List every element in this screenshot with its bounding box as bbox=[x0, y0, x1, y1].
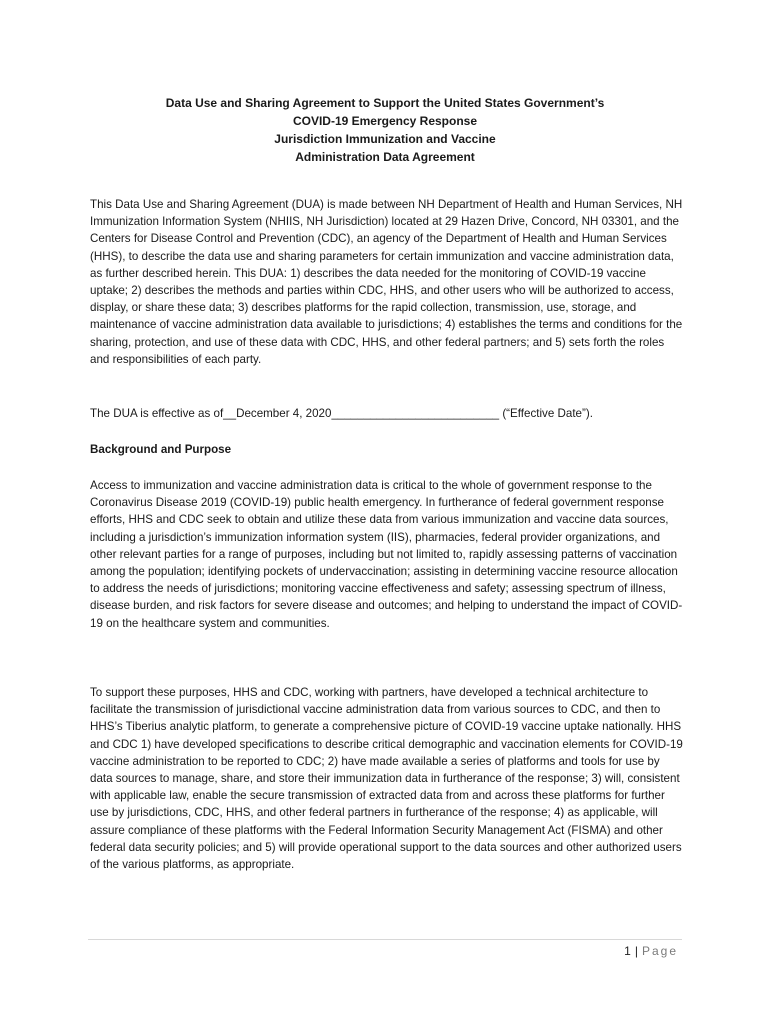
page-number: 1 bbox=[624, 944, 631, 958]
title-line-1: Data Use and Sharing Agreement to Support the United States Government’s bbox=[165, 96, 605, 110]
effective-date-line: The DUA is effective as of__December 4, 2020__________________________ (“Effective Date”). bbox=[90, 407, 593, 420]
footer-divider bbox=[88, 939, 682, 940]
support-paragraph: To support these purposes, HHS and CDC, working with partners, have developed a technical architecture to facilitate the transmission of jurisdictional vaccine administration data from various sources to CDC, and then to HHS’s Tiberius analytic platform, to generate a comprehensive picture of COVID-19 vaccine uptake nationally. HHS and CDC 1) have developed specifications to describe critical demographic and vaccination elements for COVID-19 vaccine administration to be reported to CDC; 2) have made available a series of platforms and tools for use by data sources to manage, share, and store their immunization data in furtherance of the response; 3) will, consistent with applicable law, enable the secure transmission of extracted data from and across these platforms for further use by jurisdictions, CDC, HHS, and other federal partners in furtherance of the response; 4) as applicable, will assure compliance of these platforms with the Federal Information Security Management Act (FISMA) and other federal data security policies; and 5) will provide operational support to the data sources and other authorized users of the various platforms, as appropriate. bbox=[90, 686, 683, 872]
document-title bbox=[90, 94, 680, 166]
title-line-3: Jurisdiction Immunization and Vaccine bbox=[274, 132, 496, 146]
intro-paragraph: This Data Use and Sharing Agreement (DUA) is made between NH Department of Health and Human Services, NH Immunization Information System (NHIIS, NH Jurisdiction) located at 29 Hazen Drive, Concord, NH 03301, and the Centers for Disease Control and Prevention (CDC), an agency of the Department of Health and Human Services (HHS), to describe the data use and sharing parameters for certain immunization and vaccine administration data, as further described herein. This DUA: 1) describes the data needed for the monitoring of COVID-19 vaccine uptake; 2) describes the methods and parties within CDC, HHS, and other users who will be authorized to access, display, or share these data; 3) describes platforms for the rapid collection, transmission, use, storage, and maintenance of vaccine administration data available to jurisdictions; 4) establishes the terms and conditions for the sharing, protection, and use of these data with CDC, HHS, and other federal partners; and 5) sets forth the roles and responsibilities of each party. bbox=[90, 198, 683, 366]
background-heading: Background and Purpose bbox=[90, 443, 232, 456]
title-line-4: Administration Data Agreement bbox=[295, 150, 475, 164]
page-footer bbox=[624, 943, 678, 959]
page-separator: | bbox=[634, 944, 638, 958]
title-line-2: COVID-19 Emergency Response bbox=[292, 114, 478, 128]
page-label: Page bbox=[641, 944, 678, 958]
background-paragraph: Access to immunization and vaccine administration data is critical to the whole of government response to the Coronavirus Disease 2019 (COVID-19) public health emergency. In furtherance of federal government response efforts, HHS and CDC seek to obtain and utilize these data from various immunization and vaccine data sources, including a jurisdiction’s immunization information system (IIS), pharmacies, federal provider organizations, and other relevant parties for a range of purposes, including but not limited to, rapidly assessing patterns of vaccination among the population; identifying pockets of undervaccination; assisting in determining vaccine resource allocation to address the needs of jurisdictions; monitoring vaccine effectiveness and safety; assessing spectrum of illness, disease burden, and risk factors for severe disease and outcomes; and helping to understand the impact of COVID-19 on the healthcare system and communities. bbox=[90, 479, 683, 630]
